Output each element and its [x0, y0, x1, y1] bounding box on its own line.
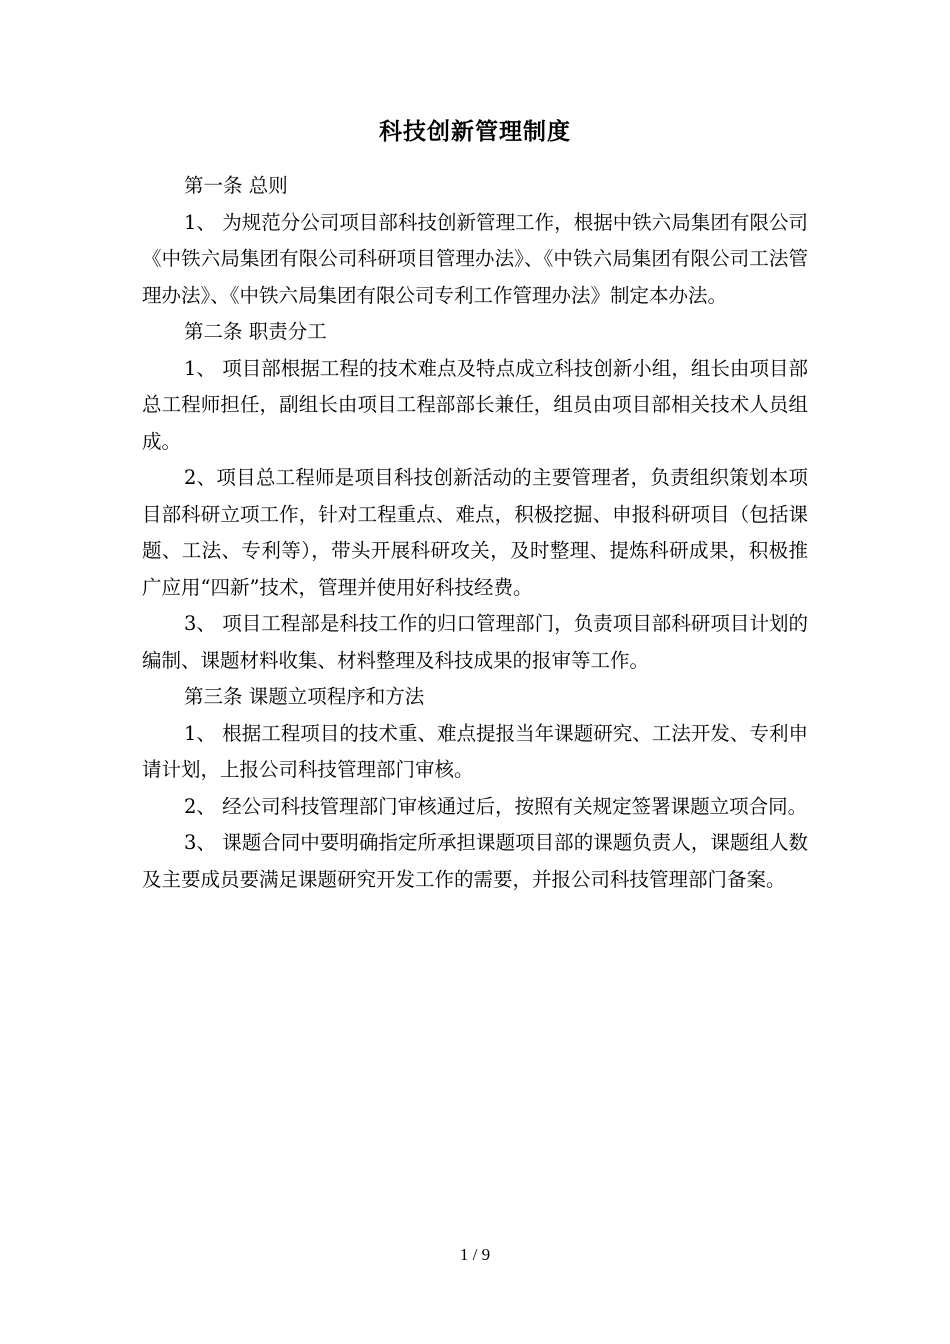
document-title: 科技创新管理制度 — [379, 119, 571, 145]
paragraph: 2、项目总工程师是项目科技创新活动的主要管理者，负责组织策划本项目部科研立项工作，针对工程重点、难点，积极挖掘、申报科研项目（包括课题、工法、专利等），带头开展科研攻关，及时整理、提炼科研成果，积极推广应用“四新”技术，管理并使用好科技经费。 — [142, 466, 808, 599]
paragraph: 1、 为规范分公司项目部科技创新管理工作，根据中铁六局集团有限公司《中铁六局集团有限公司科研项目管理办法》、《中铁六局集团有限公司工法管理办法》、《中铁六局集团有限公司专利工作管理办法》制定本办法。 — [142, 210, 808, 307]
document-body — [142, 168, 808, 898]
section-heading: 第二条 职责分工 — [184, 320, 327, 343]
section-heading: 第一条 总则 — [184, 174, 288, 197]
paragraph: 3、 课题合同中要明确指定所承担课题项目部的课题负责人，课题组人数及主要成员要满足课题研究开发工作的需要，并报公司科技管理部门备案。 — [142, 831, 808, 891]
page-number: 1 / 9 — [459, 1245, 491, 1264]
paragraph: 1、 项目部根据工程的技术难点及特点成立科技创新小组，组长由项目部总工程师担任，副组长由项目工程部部长兼任，组员由项目部相关技术人员组成。 — [142, 356, 808, 453]
paragraph: 2、 经公司科技管理部门审核通过后，按照有关规定签署课题立项合同。 — [184, 794, 808, 818]
paragraph: 3、 项目工程部是科技工作的归口管理部门，负责项目部科研项目计划的编制、课题材料收集、材料整理及科技成果的报审等工作。 — [142, 612, 808, 672]
section-heading: 第三条 课题立项程序和方法 — [184, 685, 425, 708]
paragraph: 1、 根据工程项目的技术重、难点提报当年课题研究、工法开发、专利申请计划，上报公司科技管理部门审核。 — [142, 721, 808, 781]
